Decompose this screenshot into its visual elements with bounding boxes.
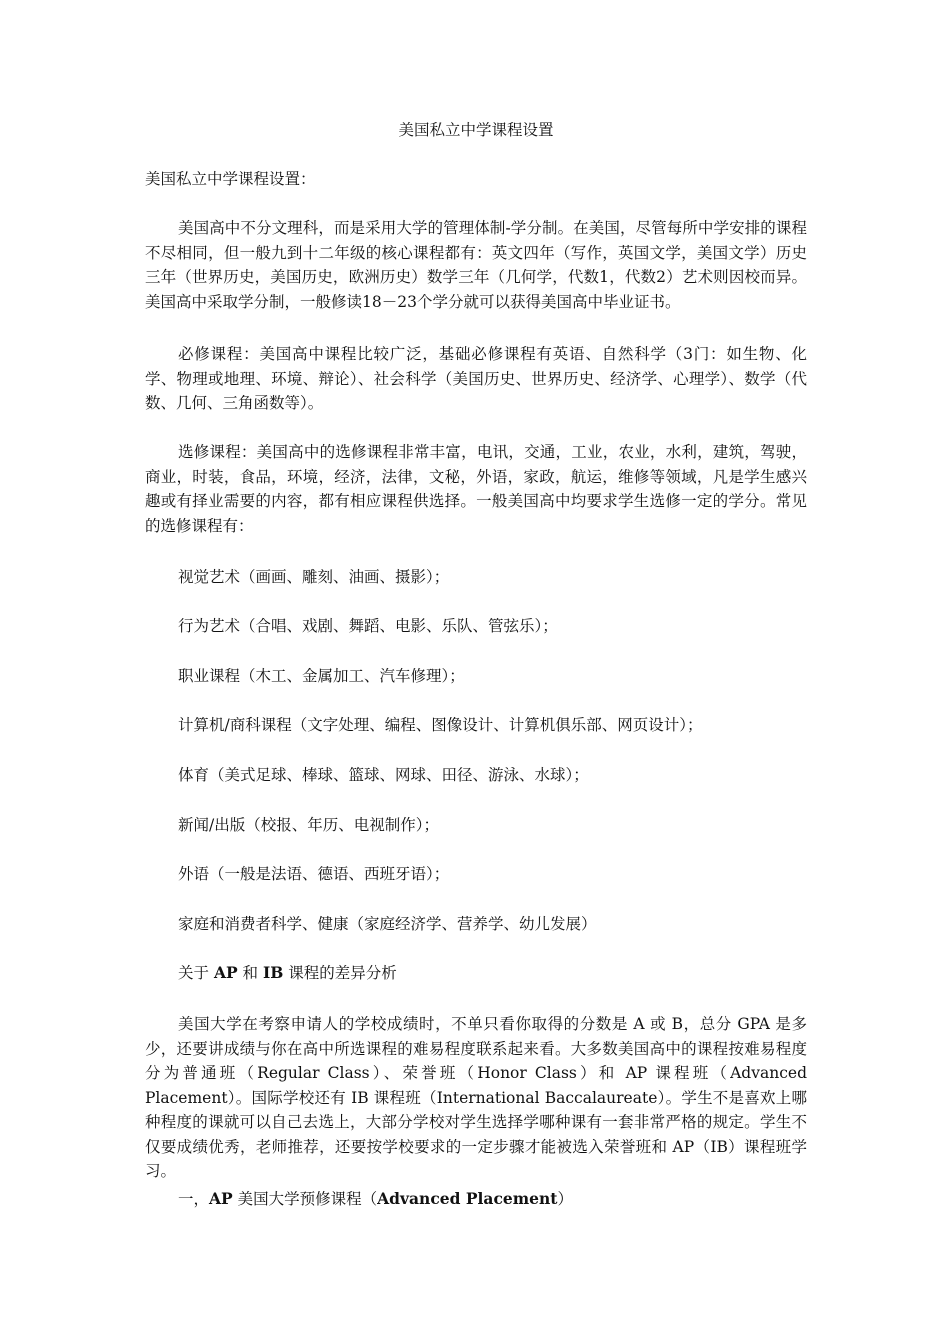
section-heading-pre: 一，	[178, 1190, 210, 1208]
section-heading-post: ）	[557, 1190, 573, 1208]
paragraph-elective-courses: 选修课程：美国高中的选修课程非常丰富，电讯，交通，工业，农业，水利，建筑，驾驶，商业，时装，食品，环境，经济，法律，文秘，外语，家政，航运，维修等领域，凡是学生感兴趣或有择业需要的内容，都有相应课程供选择。一般美国高中均要求学生选修一定的学分。常见的选修课程有：	[145, 443, 807, 535]
elective-item: 计算机/商科课程（文字处理、编程、图像设计、计算机俱乐部、网页设计）；	[178, 716, 703, 734]
elective-item: 视觉艺术（画画、雕刻、油画、摄影）；	[178, 568, 450, 586]
ap-ib-heading	[178, 961, 798, 985]
paragraph-ap-ib-analysis: 美国大学在考察申请人的学校成绩时，不单只看你取得的分数是 A 或 B，总分 GPA 是多少，还要讲成绩与你在高中所选课程的难易程度联系起来看。大多数美国高中的课程按难易程度分为普通班（Regular Class）、荣誉班（Honor Class）和 AP 课程班（Advanced Placement）。国际学校还有 IB 课程班（International Baccalaureate）。学生不是喜欢上哪种程度的课就可以自己去选上，大部分学校对学生选择学哪种课有一套非常严格的规定。学生不仅要成绩优秀，老师推荐，还要按学校要求的一定步骤才能被选入荣誉班和 AP（IB）课程班学习。	[145, 1015, 807, 1180]
elective-item: 体育（美式足球、棒球、篮球、网球、田径、游泳、水球）；	[178, 766, 589, 784]
paragraph-required-courses: 必修课程：美国高中课程比较广泛，基础必修课程有英语、自然科学（3门：如生物、化学、物理或地理、环境、辩论）、社会科学（美国历史、世界历史、经济学、心理学）、数学（代数、几何、三角函数等）。	[145, 345, 807, 412]
elective-item: 家庭和消费者科学、健康（家庭经济学、营养学、幼儿发展）	[178, 915, 597, 933]
document-title: 美国私立中学课程设置	[398, 121, 554, 139]
elective-item: 职业课程（木工、金属加工、汽车修理）；	[178, 667, 465, 685]
ap-ib-heading-ap: AP	[213, 963, 238, 982]
ap-ib-heading-mid: 和	[237, 964, 263, 982]
ap-ib-heading-ib: IB	[262, 963, 284, 982]
ap-ib-heading-post: 课程的差异分析	[283, 964, 397, 982]
paragraph-credit-system: 美国高中不分文理科，而是采用大学的管理体制-学分制。在美国，尽管每所中学安排的课程不尽相同，但一般九到十二年级的核心课程都有：英文四年（写作，英国文学，美国文学）历史三年（世界历史，美国历史，欧洲历史）数学三年（几何学，代数1，代数2）艺术则因校而异。美国高中采取学分制，一般修读18－23个学分就可以获得美国高中毕业证书。	[145, 219, 807, 311]
intro-label: 美国私立中学课程设置：	[145, 170, 316, 188]
section-heading-mid: 美国大学预修课程（	[232, 1190, 378, 1208]
ap-ib-heading-pre: 关于	[178, 964, 214, 982]
elective-item: 行为艺术（合唱、戏剧、舞蹈、电影、乐队、管弦乐）；	[178, 617, 558, 635]
section-heading-ap	[178, 1187, 798, 1211]
elective-item: 外语（一般是法语、德语、西班牙语）；	[178, 865, 450, 883]
elective-item: 新闻/出版（校报、年历、电视制作）；	[178, 816, 439, 834]
section-heading-name: Advanced Placement	[377, 1189, 558, 1208]
section-heading-ap-abbr: AP	[209, 1189, 233, 1208]
